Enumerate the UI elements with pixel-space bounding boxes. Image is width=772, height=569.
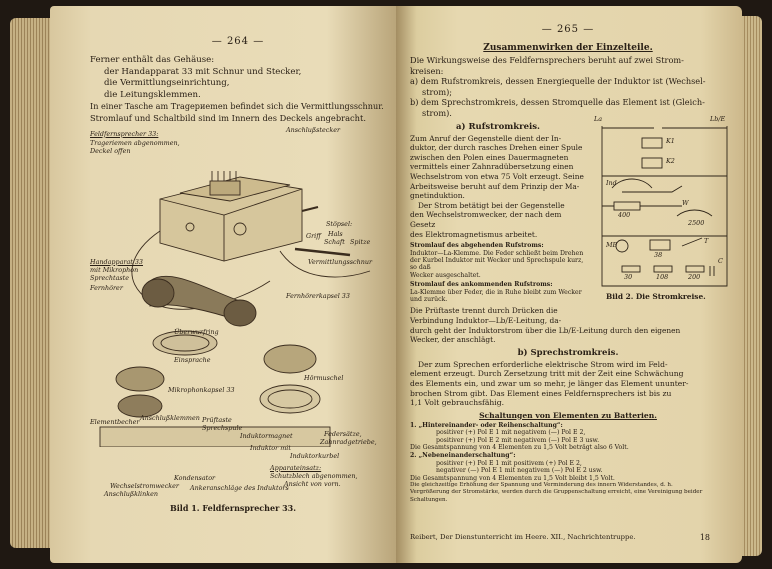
label-kondensator: Kondensator bbox=[174, 473, 216, 482]
label-induktormagnet: Induktormagnet bbox=[240, 431, 293, 440]
label-mb: MB bbox=[606, 241, 618, 249]
label-griff: Griff bbox=[306, 231, 321, 240]
label-ind: Ind bbox=[606, 179, 617, 187]
text-line: der Kurbel Induktor mit Wecker und Sprechspule kurz, so daß bbox=[410, 256, 584, 272]
text-line: Die Gesamtspannung von 4 Elementen zu 1,5 Volt beträgt also 6 Volt. bbox=[410, 443, 629, 451]
label-108: 108 bbox=[656, 273, 669, 281]
text-line: positiver (+) Pol E 2 mit negativem (—) Pol E 3 usw. bbox=[436, 436, 600, 444]
text-line: die Leitungsklemmen. bbox=[104, 89, 201, 100]
label-spitze: Spitze bbox=[350, 237, 371, 246]
label-apparateinsatz: Apparateinsatz: bbox=[270, 463, 322, 472]
text-line: b) dem Sprechstromkreis, dessen Stromquelle das Element ist (Gleich- bbox=[410, 97, 705, 108]
intro-text bbox=[410, 55, 726, 119]
text-line: des Elements ein, und zwar um so mehr, je länger das Element ununter- bbox=[410, 378, 689, 388]
text-line: positiver (+) Pol E 1 mit negativem (—) Pol E 2, bbox=[436, 429, 586, 437]
sprechstrom-text bbox=[410, 360, 726, 408]
schaltungen-text bbox=[410, 422, 726, 504]
label-2500: 2500 bbox=[688, 219, 705, 227]
subheading-sprechstromkreis: b) Sprechstromkreis. bbox=[517, 347, 619, 358]
label-feldfernsprecher: Feldfernsprecher 33: bbox=[90, 129, 159, 138]
text-line: duktor, der durch rasches Drehen einer Spule bbox=[410, 143, 583, 153]
text-line: Schaltungen. bbox=[410, 496, 448, 503]
label-lbe: Lb/E bbox=[710, 115, 726, 123]
text-line: der Handapparat 33 mit Schnur und Stecker, bbox=[104, 66, 302, 77]
label-vermittlungsschnur: Vermittlungsschnur bbox=[308, 257, 373, 266]
text-line: a) dem Rufstromkreis, dessen Energiequelle der Induktor ist (Wechsel- bbox=[410, 76, 706, 87]
prueftaste-text bbox=[410, 306, 586, 325]
label-handapparat: Handapparat 33 bbox=[90, 257, 143, 266]
label-einsprache: Einsprache bbox=[174, 355, 211, 364]
text-line: Wecker ausgeschaltet. bbox=[410, 271, 481, 279]
left-column bbox=[410, 122, 586, 326]
figure-lower bbox=[90, 443, 386, 517]
label-200: 200 bbox=[688, 273, 701, 281]
figure-drawing bbox=[90, 131, 380, 447]
section-title: Zusammenwirken der Einzelteile. bbox=[483, 43, 653, 53]
label-mit-mikrophon: mit Mikrophon bbox=[90, 265, 139, 274]
label-38: 38 bbox=[654, 251, 663, 259]
label-hals: Hals bbox=[328, 229, 343, 238]
text-line: Wecker, der anschlägt. bbox=[410, 335, 496, 345]
text-line: 1. „Hintereinander- oder Reihenschaltung“: bbox=[410, 421, 563, 429]
label-fernhoerer: Fernhörer bbox=[90, 283, 123, 292]
text-line: die Vermittlungseinrichtung, bbox=[104, 78, 230, 89]
label-ansicht: Ansicht von vorn. bbox=[284, 479, 341, 488]
text-line: kreisen: bbox=[410, 65, 444, 76]
text-line: strom); bbox=[422, 86, 453, 97]
open-book bbox=[10, 6, 762, 563]
label-hoermuschel: Hörmuschel bbox=[304, 373, 344, 382]
figure-stromkreise bbox=[592, 116, 738, 302]
text-line: Der zum Sprechen erforderliche elektrische Strom wird im Feld- bbox=[418, 359, 668, 369]
text-line: Arbeitsweise beruht auf dem Prinzip der Ma- bbox=[410, 181, 580, 191]
text-line: positiver (+) Pol E 1 mit positivem (+) Pol E 2, bbox=[436, 459, 582, 467]
text-line: Induktor—La-Klemme. Die Feder schließt beim Drehen bbox=[410, 249, 584, 257]
text-line: Stromlauf des abgehenden Rufstroms: bbox=[410, 242, 544, 250]
text-line: 2. „Nebeneinanderschaltung“: bbox=[410, 452, 516, 460]
label-trageriemen: Trageriemen abgenommen, bbox=[90, 138, 180, 147]
label-induktorkurbel: Induktorkurbel bbox=[290, 451, 340, 460]
label-ueberwurfring: Überwurfring bbox=[174, 327, 219, 336]
text-line: vermittels einer Zahnradübersetzung einen bbox=[410, 162, 574, 172]
label-400: 400 bbox=[618, 211, 631, 219]
text-line: durch geht der Induktorstrom über die Lb/E-Leitung durch den eigenen bbox=[410, 325, 681, 335]
text-line: Der Strom betätigt bei der Gegenstelle bbox=[418, 200, 565, 210]
label-k2: K2 bbox=[666, 157, 675, 165]
text-line: Die gleichzeitige Erhöhung der Spannung und Verminderung des innern Widerstandes, d. h. bbox=[410, 481, 673, 488]
text-line: Ferner enthält das Gehäuse: bbox=[90, 55, 215, 65]
text-line: 1,1 Volt gebrauchsfähig. bbox=[410, 398, 504, 408]
text-line: Die Gesamtspannung von 4 Elementen zu 1,5 Volt bleibt 1,5 Volt. bbox=[410, 474, 615, 482]
label-fernhoererkapsel: Fernhörerkapsel 33 bbox=[286, 291, 350, 300]
label-schutzblech: Schutzblech abgenommen, bbox=[270, 471, 358, 480]
footer-page-number: 18 bbox=[699, 533, 710, 542]
label-wechselstromwecker: Wechselstromwecker bbox=[110, 481, 179, 490]
label-anschlussstecker: Anschlußstecker bbox=[286, 125, 341, 134]
page-edges-right bbox=[742, 16, 762, 556]
text-line: und zurück. bbox=[410, 295, 448, 303]
text-line: strom). bbox=[422, 107, 452, 118]
right-page bbox=[396, 6, 742, 563]
label-elementbecher: Elementbecher bbox=[90, 417, 140, 426]
text-line: In einer Tasche am Tragериemen befindet sich die Vermittlungsschnur. bbox=[90, 101, 384, 112]
left-page-number: — 264 — bbox=[211, 36, 265, 47]
text-line: element erzeugt. Durch Zersetzung tritt mit der Zeit eine Schwächung bbox=[410, 369, 684, 379]
label-anschlussklinken: Anschlußklinken bbox=[104, 489, 158, 498]
label-federsaetze: Federsätze, bbox=[324, 429, 362, 438]
prueftaste-text-cont bbox=[410, 326, 726, 345]
text-line: Wechselstrom von etwa 75 Volt erzeugt. Seine bbox=[410, 171, 584, 181]
label-k1: K1 bbox=[666, 137, 675, 145]
figure-1-caption: Bild 1. Feldfernsprecher 33. bbox=[170, 502, 296, 513]
label-stoepsel: Stöpsel: bbox=[326, 219, 353, 228]
text-line: Stromlauf des ankommenden Rufstroms: bbox=[410, 281, 553, 289]
label-sprechtaste: Sprechtaste bbox=[90, 273, 130, 282]
text-line: Vergrößerung der Stromstärke, werden durch die Gruppenschaltung erreicht, eine Vereinigung beider bbox=[410, 489, 703, 496]
label-t: T bbox=[704, 237, 709, 245]
text-line: des Elektromagnetismus arbeitet. bbox=[410, 229, 538, 239]
text-line: Stromlauf und Schaltbild sind im Innern des Deckels angebracht. bbox=[90, 112, 367, 123]
text-line: Die Prüftaste trennt durch Drücken die bbox=[410, 306, 558, 316]
label-anschlussklemmen: Anschlußklemmen bbox=[140, 413, 200, 422]
text-line: Verbindung Induktor—Lb/E-Leitung, da- bbox=[410, 315, 562, 325]
text-line: gnetinduktion. bbox=[410, 191, 465, 201]
text-line: brochen Strom gibt. Das Element eines Feldfernsprechers ist bis zu bbox=[410, 388, 672, 398]
label-ankeranschlaege: Ankeranschläge des Induktors bbox=[190, 483, 289, 492]
text-line: Zum Anruf der Gegenstelle dient der In- bbox=[410, 133, 562, 143]
right-page-number: — 265 — bbox=[541, 24, 595, 35]
left-intro-text bbox=[90, 55, 386, 125]
text-line: Die Wirkungsweise des Feldfernsprechers beruht auf zwei Strom- bbox=[410, 55, 684, 65]
small-text-1 bbox=[410, 242, 586, 303]
label-sprechspule: Sprechspule bbox=[202, 423, 243, 432]
label-la: La bbox=[594, 115, 603, 123]
text-line: den Wechselstromwecker, der nach dem Gesetz bbox=[410, 210, 562, 229]
rufstrom-text bbox=[410, 134, 586, 240]
label-schaft: Schaft bbox=[324, 237, 345, 246]
label-prueftaste: Prüftaste bbox=[202, 415, 232, 424]
text-line: negativer (—) Pol E 1 mit negativem (—) Pol E 2 usw. bbox=[436, 467, 603, 475]
label-w: W bbox=[682, 199, 689, 207]
text-line: zwischen den Polen eines Dauermagneten bbox=[410, 152, 569, 162]
figure-feldfernsprecher bbox=[90, 125, 380, 447]
subheading-schaltungen: Schaltungen von Elementen zu Batterien. bbox=[479, 410, 657, 420]
label-c: C bbox=[718, 257, 723, 265]
figure-2-caption: Bild 2. Die Stromkreise. bbox=[606, 292, 706, 301]
footer-text: Reibert, Der Dienstunterricht im Heere. XII., Nachrichtentruppe. bbox=[410, 533, 636, 541]
text-line: La-Klemme über Feder, die in Ruhe bleibt zum Wecker bbox=[410, 288, 582, 296]
label-zahnradgetriebe: Zahnradgetriebe, bbox=[320, 437, 377, 446]
label-mikrophonkapsel: Mikrophonkapsel 33 bbox=[168, 385, 235, 394]
label-induktor-mit: Induktor mit bbox=[250, 443, 291, 452]
page-footer bbox=[410, 533, 710, 541]
label-30: 30 bbox=[624, 273, 633, 281]
label-deckel: Deckel offen bbox=[90, 146, 131, 155]
subheading-rufstromkreis: a) Rufstromkreis. bbox=[456, 121, 540, 132]
left-page bbox=[50, 6, 396, 563]
